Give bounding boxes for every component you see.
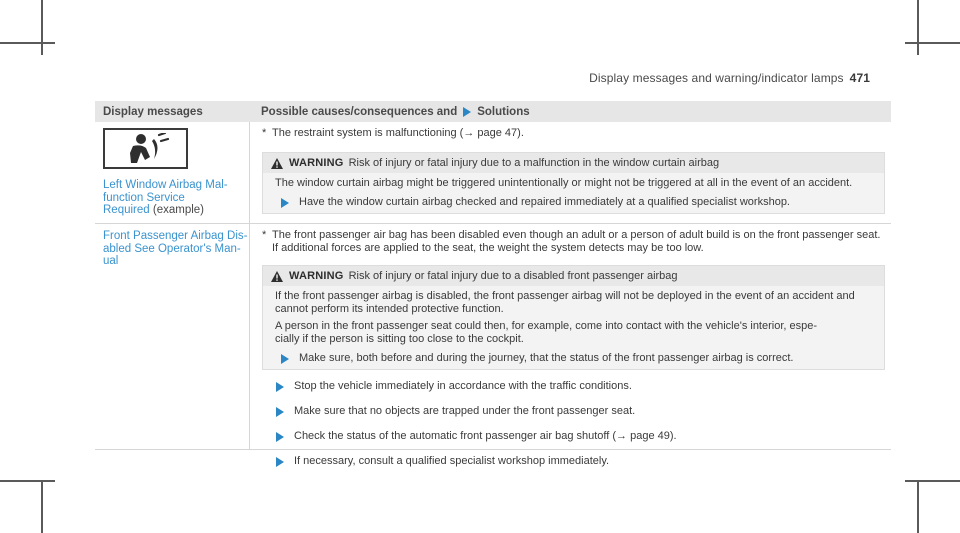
cause-text: The restraint system is malfunctioning (→ page 47). [272, 127, 524, 139]
display-messages-table [95, 101, 891, 467]
message-cell [95, 122, 249, 223]
crop-mark [0, 42, 55, 44]
action-arrow-icon [276, 382, 284, 392]
crop-mark [905, 480, 960, 482]
warning-title: Risk of injury or fatal injury due to a malfunction in the window curtain airbag [348, 156, 720, 169]
message-text-line: ual [103, 255, 119, 267]
warning-action [275, 196, 876, 209]
solutions-arrow-icon [463, 107, 471, 117]
message-text-line: Left Window Airbag Mal- [103, 179, 228, 191]
action-arrow-icon [276, 432, 284, 442]
col-header-solutions: Possible causes/consequences and Solutions [261, 105, 530, 118]
table-row [95, 224, 891, 467]
warning-action [275, 352, 876, 365]
warning-paragraph: If the front passenger airbag is disabled, the front passenger airbag will not be deployed in the event of an accident and cannot perform its intended protective function. [275, 290, 855, 315]
warning-title: Risk of injury or fatal injury due to a disabled front passenger airbag [348, 269, 678, 282]
warning-box [262, 152, 885, 214]
message-text-line: function Service [103, 191, 185, 204]
example-note: (example) [152, 204, 205, 216]
action-arrow-icon [281, 354, 289, 364]
warning-body [263, 286, 884, 365]
bullet-marker: * [262, 127, 267, 139]
action-arrow-icon [281, 198, 289, 208]
action-text: Check the status of the automatic front passenger air bag shutoff (→ page 49). [294, 430, 677, 442]
running-header-title: Display messages and warning/indicator lamps [589, 71, 844, 85]
page-number: 471 [849, 71, 870, 85]
airbag-occupant-icon [103, 128, 188, 169]
action-item [270, 455, 885, 468]
warning-triangle-icon [271, 158, 283, 169]
warning-paragraph: A person in the front passenger seat could then, for example, come into contact with the vehicle's interior, espe- cially if the person is sitting too close to the cockpit. [275, 320, 818, 345]
crop-mark [917, 0, 919, 55]
message-text-line: Front Passenger Airbag Dis- [103, 230, 248, 242]
warning-label: WARNING [289, 269, 344, 282]
action-text: Make sure, both before and during the journey, that the status of the front passenger airbag is correct. [299, 352, 794, 364]
col-header-messages: Display messages [103, 105, 203, 118]
message-text-line: Required [103, 204, 150, 216]
crop-mark [905, 42, 960, 44]
action-text: Stop the vehicle immediately in accordance with the traffic conditions. [294, 380, 632, 392]
message-cell [95, 224, 249, 449]
warning-box [262, 265, 885, 370]
warning-body [263, 173, 884, 209]
solution-cell [249, 122, 891, 223]
warning-label: WARNING [289, 156, 344, 169]
action-item [270, 380, 885, 393]
running-header [589, 71, 870, 85]
warning-triangle-icon [271, 271, 283, 282]
message-text-line: abled See Operator's Man- [103, 242, 241, 255]
cause-text: The front passenger air bag has been disabled even though an adult or a person of adult build is on the front passenger seat. If additional forces are applied to the seat, the weight the system detects may be too low. [272, 229, 881, 254]
action-item [270, 405, 885, 418]
action-arrow-icon [276, 407, 284, 417]
crop-mark [0, 480, 55, 482]
crop-mark [41, 0, 43, 55]
action-list [270, 380, 885, 468]
cause-item [262, 127, 885, 140]
warning-paragraph: The window curtain airbag might be triggered unintentionally or might not be triggered at all in the event of an accident. [275, 177, 853, 189]
table-header [95, 101, 891, 122]
bullet-marker: * [262, 229, 267, 241]
action-item [270, 430, 885, 443]
cause-item [262, 229, 885, 255]
crop-mark [917, 480, 919, 533]
table-row [95, 122, 891, 224]
action-text: Have the window curtain airbag checked and repaired immediately at a qualified specialist workshop. [299, 196, 790, 208]
solution-cell [249, 224, 891, 467]
warning-header [263, 153, 884, 173]
action-text: Make sure that no objects are trapped under the front passenger seat. [294, 405, 636, 417]
warning-header [263, 266, 884, 286]
action-text: If necessary, consult a qualified specialist workshop immediately. [294, 455, 610, 467]
crop-mark [41, 480, 43, 533]
action-arrow-icon [276, 457, 284, 467]
